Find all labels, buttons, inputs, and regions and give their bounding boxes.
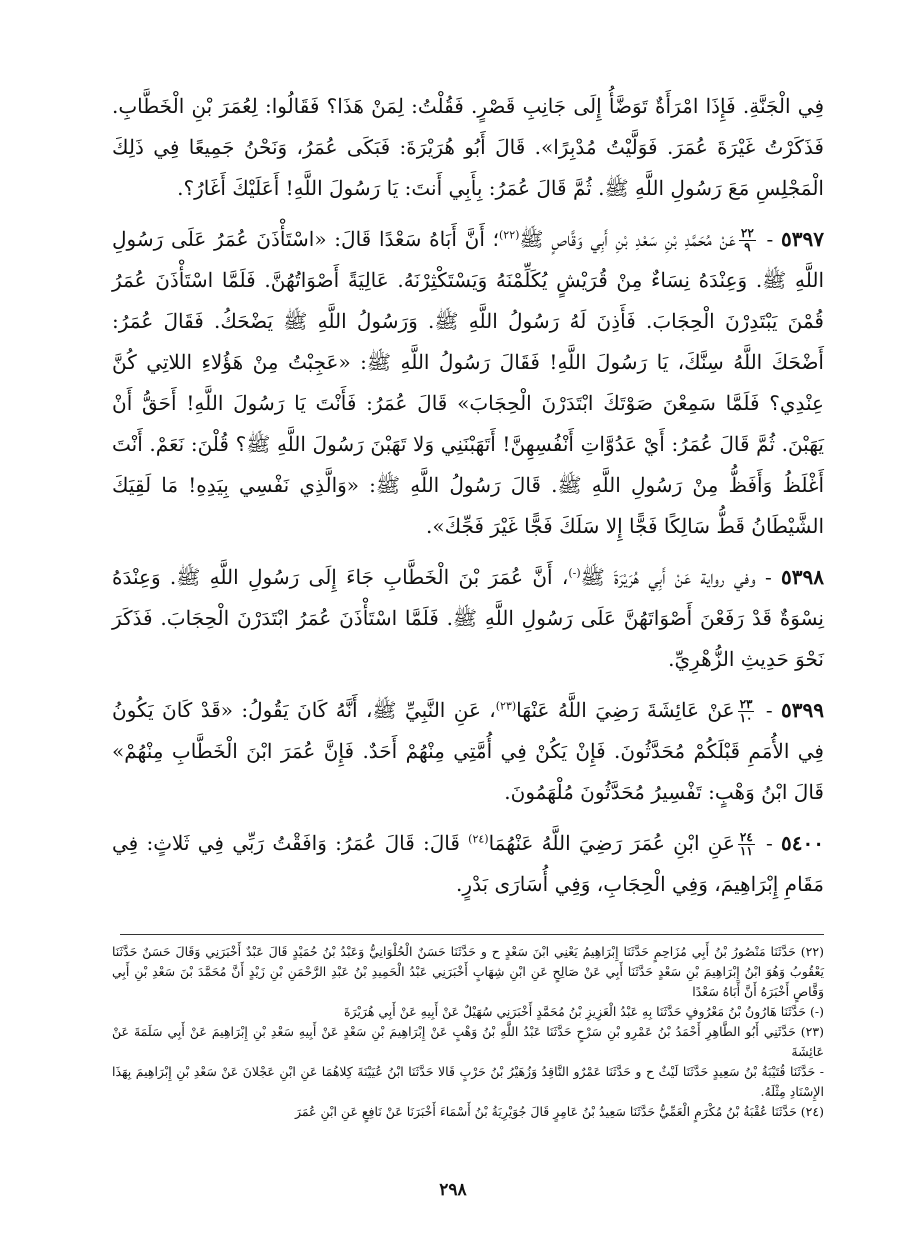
footnote-22: (٢٢) حَدَّثَنَا مَنْصُورُ بْنُ أَبِي مُزَاحِمٍ حَدَّثَنَا إِبْرَاهِيمُ يَعْنِي ابْنَ سَعْدٍ ح و حَدَّثَنَا حَسَنٌ الْحُلْوَانِيُّ وَعَبْدُ بْنُ حُمَيْدٍ قَالَ عَبْدٌ أَخْبَرَنِي وَقَالَ حَسَنٌ حَدَّثَنَا يَعْقُوبُ وَهُوَ ابْنُ إِبْرَاهِيمَ بْنِ سَعْدٍ حَدَّثَنَا أَبِي عَنْ صَالِحٍ عَنِ ابْنِ شِهَابٍ أَخْبَرَنِي عَبْدُ الْحَمِيدِ بْنُ عَبْدِ الرَّحْمَنِ بْنِ زَيْدٍ أَنَّ مُحَمَّدَ بْنَ سَعْدِ بْنِ أَبِي وَقَّاصٍ أَخْبَرَهُ أَنَّ أَبَاهُ سَعْدًا — [112, 944, 824, 999]
fraction-bottom: ١١ — [739, 844, 753, 858]
footnote-23: (٢٣) حَدَّثَنِي أَبُو الطَّاهِرِ أَحْمَدُ بْنُ عَمْرِو بْنِ سَرْحٍ حَدَّثَنَا عَبْدُ اللَّهِ بْنُ وَهْبٍ عَنْ إِبْرَاهِيمَ بْنِ سَعْدٍ عَنْ أَبِيهِ سَعْدِ بْنِ إِبْرَاهِيمَ عَنْ أَبِي سَلَمَةَ عَنْ عَائِشَةَ — [112, 1024, 824, 1059]
opening-paragraph: فِي الْجَنَّةِ. فَإِذَا امْرَأَةٌ تَوَضَّأُ إِلَى جَانِبِ قَصْرٍ. فَقُلْتُ: لِمَنْ هَذَا؟ فَقَالُوا: لِعُمَرَ بْنِ الْخَطَّابِ. فَذَكَرْتُ غَيْرَةَ عُمَرَ. فَوَلَّيْتُ مُدْبِرًا». قَالَ أَبُو هُرَيْرَةَ: فَبَكَى عُمَرُ، وَنَحْنُ جَمِيعًا فِي ذَلِكَ الْمَجْلِسِ مَعَ رَسُولِ اللَّهِ ﷺ. ثُمَّ قَالَ عُمَرُ: بِأَبِي أَنتَ: يَا رَسُولَ اللَّهِ! أَعَلَيْكَ أَغَارُ؟. — [112, 94, 824, 200]
hadith-fraction — [739, 227, 756, 254]
fraction-bottom: ٩ — [744, 240, 751, 254]
footnote-23-continuation: - حَدَّثَنَا قُتَيْبَةُ بْنُ سَعِيدٍ حَدَّثَنَا لَيْثٌ ح و حَدَّثَنَا عَمْرٌو النَّاقِدُ وَزُهَيْرُ بْنُ حَرْبٍ قَالا حَدَّثَنَا ابْنُ عُيَيْنَةَ كِلاهُمَا عَنِ ابْنِ عَجْلانَ عَنْ سَعْدِ بْنِ إِبْرَاهِيمَ بِهَذَا الإِسْنَادِ مِثْلَهُ. — [112, 1064, 824, 1099]
hadith-number: ٥٣٩٨ — [781, 565, 825, 589]
hadith-text-body: ؛ أَنَّ أَبَاهُ سَعْدًا قَالَ: «اسْتَأْذَنَ عُمَرُ عَلَى رَسُولِ اللَّهِ ﷺ. وَعِنْدَهُ نِسَاءٌ مِنْ قُرَيْشٍ يُكَلِّمْنَهُ وَيَسْتَكْثِرْنَهُ. عَالِيَةً أَصْوَاتُهُنَّ. فَلَمَّا اسْتَأْذَنَ عُمَرُ قُمْنَ يَبْتَدِرْنَ الْحِجَابَ. فَأَذِنَ لَهُ رَسُولُ اللَّهِ ﷺ. وَرَسُولُ اللَّهِ ﷺ يَضْحَكُ. فَقَالَ عُمَرُ: أَضْحَكَ اللَّهُ سِنَّكَ، يَا رَسُولَ اللَّهِ! فَقَالَ رَسُولُ اللَّهِ ﷺ: «عَجِبْتُ مِنْ هَؤُلاءِ اللاتِي كُنَّ عِنْدِي؟ فَلَمَّا سَمِعْنَ صَوْتَكَ ابْتَدَرْنَ الْحِجَابَ» قَالَ عُمَرُ: فَأَنْتَ يَا رَسُولَ اللَّهِ! أَحَقُّ أَنْ يَهَبْنَ. ثُمَّ قَالَ عُمَرُ: أَيْ عَدُوَّاتِ أَنْفُسِهِنَّ! أَتَهَبْنَنِي وَلا تَهَبْنَ رَسُولَ اللَّهِ ﷺ؟ قُلْنَ: نَعَمْ. أَنْتَ أَغْلَظُ وَأَفَظُّ مِنْ رَسُولِ اللَّهِ ﷺ. قَالَ رَسُولُ اللَّهِ ﷺ: «وَالَّذِي نَفْسِي بِيَدِهِ! مَا لَقِيَكَ الشَّيْطَانُ قَطُّ سَالِكًا فَجًّا إِلا سَلَكَ فَجًّا غَيْرَ فَجِّكَ». — [112, 227, 824, 538]
fraction-top: ٢٢ — [740, 226, 754, 240]
fraction-top: ٢٣ — [739, 697, 753, 711]
hadith-5397 — [112, 219, 824, 547]
footnote-dash: (-) حَدَّثَنَا هَارُونُ بْنُ مَعْرُوفٍ حَدَّثَنَا بِهِ عَبْدُ الْعَزِيزِ بْنُ مُحَمَّدٍ أَخْبَرَنِي سُهَيْلٌ عَنْ أَبِيهِ عَنْ أَبِي هُرَيْرَةَ — [344, 1004, 824, 1019]
hadith-text-start: عَنْ مُحَمَّدِ بْنِ سَعْدِ بْنِ أَبِي وَقَّاصٍ ﷺ — [519, 227, 736, 251]
hadith-number: ٥٤٠٠ — [781, 831, 824, 855]
hadith-fraction — [738, 831, 755, 858]
hadith-text-start: عَنِ ابْنِ عُمَرَ رَضِيَ اللَّهُ عَنْهُمَا — [488, 831, 735, 855]
footnote-ref[interactable]: (٢٢) — [498, 228, 520, 242]
footnote-divider — [120, 934, 824, 935]
hadith-fraction — [738, 698, 755, 725]
hadith-5399 — [112, 690, 824, 813]
footnote-ref[interactable]: (٢٤) — [468, 832, 489, 846]
hadith-5400 — [112, 823, 824, 905]
dash: - — [765, 698, 773, 722]
hadith-text-body: ، أَنَّ عُمَرَ بْنَ الْخَطَّابِ جَاءَ إِلَى رَسُولِ اللَّهِ ﷺ. وَعِنْدَهُ نِسْوَةٌ قَدْ رَفَعْنَ أَصْوَاتَهُنَّ عَلَى رَسُولِ اللَّهِ ﷺ. فَلَمَّا اسْتَأْذَنَ عُمَرُ ابْتَدَرْنَ الْحِجَابَ. فَذَكَرَ نَحْوَ حَدِيثِ الزُّهْرِيِّ. — [112, 565, 824, 671]
hadith-text-body: ، عَنِ النَّبِيِّ ﷺ، أَنَّهُ كَانَ يَقُولُ: «قَدْ كَانَ يَكُونُ فِي الأُمَمِ قَبْلَكُمْ مُحَدَّثُونَ. فَإِنْ يَكُنْ فِي أُمَّتِي مِنْهُمْ أَحَدٌ. فَإِنَّ عُمَرَ ابْنَ الْخَطَّابِ مِنْهُمْ» قَالَ ابْنُ وَهْبٍ: تَفْسِيرُ مُحَدَّثُونَ مُلْهَمُونَ. — [112, 698, 824, 804]
footnote-ref[interactable]: (-) — [568, 566, 581, 580]
page-number: ٢٩٨ — [439, 1180, 467, 1200]
footnote-ref[interactable]: (٢٣) — [495, 699, 517, 713]
main-text — [112, 86, 824, 915]
footnotes — [112, 942, 824, 1122]
hadith-number: ٥٣٩٩ — [781, 698, 824, 722]
hadith-text-start: عَنْ عَائِشَةَ رَضِيَ اللَّهُ عَنْهَا — [516, 698, 735, 722]
hadith-text-body: قَالَ: قَالَ عُمَرُ: وَافَقْتُ رَبِّي فِي ثَلاثٍ: فِي مَقَامِ إِبْرَاهِيمَ، وَفِي الْحِجَابِ، وَفِي أُسَارَى بَدْرٍ. — [112, 831, 824, 896]
hadith-number: ٥٣٩٧ — [781, 227, 824, 251]
footnote-24: (٢٤) حَدَّثَنَا عُقْبَةُ بْنُ مُكْرَمٍ الْعَمِّيُّ حَدَّثَنَا سَعِيدُ بْنُ عَامِرٍ قَالَ جُوَيْرِيَةُ بْنُ أَسْمَاءَ أَخْبَرَنَا عَنْ نَافِعٍ عَنِ ابْنِ عُمَرَ — [294, 1104, 824, 1119]
hadith-5398 — [112, 557, 824, 680]
fraction-top: ٢٤ — [739, 830, 753, 844]
hadith-text-start: - وفي رواية عَنْ أَبِي هُرَيْرَةَ ﷺ — [580, 565, 772, 589]
fraction-bottom: ١٠ — [739, 711, 753, 725]
dash: - — [766, 227, 774, 251]
dash: - — [766, 831, 773, 855]
